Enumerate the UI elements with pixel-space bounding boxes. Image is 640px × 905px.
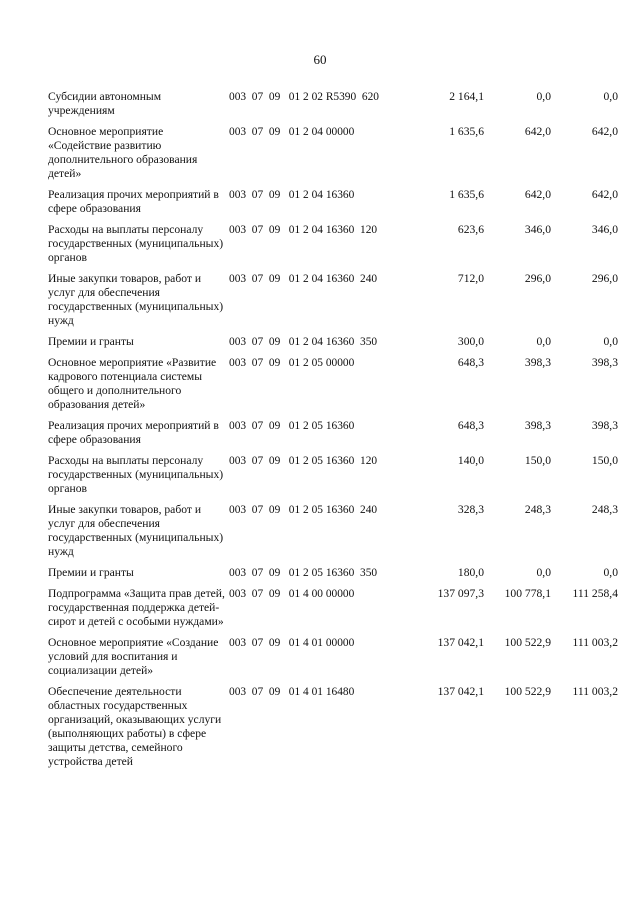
budget-code: 003 07 09 01 2 05 00000 [229, 357, 355, 369]
amount-year-2: 100 522,9 [504, 636, 551, 649]
table-row [48, 587, 618, 636]
amount-year-3: 0,0 [603, 335, 618, 348]
amount-year-3: 111 003,2 [572, 636, 618, 649]
expense-name: Основное мероприятие «Содействие развитию дополнительного образования детей» [48, 125, 198, 180]
budget-code: 003 07 09 01 4 00 00000 [229, 588, 355, 600]
budget-code: 003 07 09 01 2 04 16360 120 [229, 224, 378, 236]
budget-code: 003 07 09 01 2 05 16360 240 [229, 504, 378, 516]
amount-year-3: 111 258,4 [572, 587, 618, 600]
table-row [48, 566, 618, 587]
amount-year-2: 248,3 [524, 503, 551, 516]
table-row [48, 685, 618, 776]
table-row [48, 503, 618, 566]
table-row [48, 335, 618, 356]
budget-code: 003 07 09 01 2 05 16360 120 [229, 455, 378, 467]
amount-year-1: 137 042,1 [437, 636, 484, 649]
amount-year-1: 1 635,6 [449, 125, 484, 138]
budget-code: 003 07 09 01 2 02 R5390 620 [229, 91, 379, 103]
table-row [48, 419, 618, 454]
amount-year-1: 623,6 [457, 223, 484, 236]
amount-year-2: 642,0 [524, 188, 551, 201]
amount-year-2: 100 522,9 [504, 685, 551, 698]
amount-year-3: 398,3 [591, 419, 618, 432]
amount-year-1: 648,3 [457, 419, 484, 432]
table-row [48, 188, 618, 223]
amount-year-3: 0,0 [603, 90, 618, 103]
amount-year-3: 150,0 [591, 454, 618, 467]
page-number: 60 [313, 52, 327, 67]
expense-name: Основное мероприятие «Развитие кадрового потенциала системы общего и дополнительного образования детей» [48, 356, 217, 411]
amount-year-2: 0,0 [536, 566, 551, 579]
budget-code: 003 07 09 01 4 01 16480 [229, 686, 355, 698]
expense-name: Иные закупки товаров, работ и услуг для обеспечения государственных (муниципальных) нужд [48, 272, 224, 327]
amount-year-3: 111 003,2 [572, 685, 618, 698]
amount-year-3: 296,0 [591, 272, 618, 285]
budget-code: 003 07 09 01 2 04 16360 350 [229, 336, 378, 348]
budget-code: 003 07 09 01 2 04 00000 [229, 126, 355, 138]
budget-code: 003 07 09 01 2 04 16360 240 [229, 273, 378, 285]
amount-year-3: 248,3 [591, 503, 618, 516]
budget-table [48, 90, 618, 776]
amount-year-1: 648,3 [457, 356, 484, 369]
budget-code: 003 07 09 01 4 01 00000 [229, 637, 355, 649]
amount-year-1: 300,0 [457, 335, 484, 348]
expense-name: Обеспечение деятельности областных государственных организаций, оказывающих услуги (выполняющих работы) в сфере защиты детства, семейного устройства детей [48, 685, 222, 768]
amount-year-3: 346,0 [591, 223, 618, 236]
budget-code: 003 07 09 01 2 04 16360 [229, 189, 355, 201]
amount-year-2: 150,0 [524, 454, 551, 467]
amount-year-1: 328,3 [457, 503, 484, 516]
table-row [48, 356, 618, 419]
amount-year-2: 346,0 [524, 223, 551, 236]
expense-name: Реализация прочих мероприятий в сфере образования [48, 419, 219, 446]
expense-name: Подпрограмма «Защита прав детей, государственная поддержка детей-сирот и детей с особыми нуждами» [48, 587, 225, 628]
expense-name: Субсидии автономным учреждениям [48, 90, 162, 117]
expense-name: Основное мероприятие «Создание условий для воспитания и социализации детей» [48, 636, 219, 677]
amount-year-2: 0,0 [536, 90, 551, 103]
amount-year-1: 2 164,1 [449, 90, 484, 103]
table-row [48, 223, 618, 272]
amount-year-2: 0,0 [536, 335, 551, 348]
amount-year-2: 296,0 [524, 272, 551, 285]
table-row [48, 636, 618, 685]
amount-year-1: 137 042,1 [437, 685, 484, 698]
budget-code: 003 07 09 01 2 05 16360 350 [229, 567, 378, 579]
amount-year-1: 1 635,6 [449, 188, 484, 201]
table-row [48, 90, 618, 125]
amount-year-2: 398,3 [524, 356, 551, 369]
budget-table-body [48, 90, 618, 776]
expense-name: Премии и гранты [48, 566, 134, 579]
expense-name: Расходы на выплаты персоналу государственных (муниципальных) органов [48, 454, 224, 495]
amount-year-3: 398,3 [591, 356, 618, 369]
amount-year-3: 642,0 [591, 125, 618, 138]
expense-name: Реализация прочих мероприятий в сфере образования [48, 188, 219, 215]
amount-year-1: 712,0 [457, 272, 484, 285]
amount-year-2: 398,3 [524, 419, 551, 432]
expense-name: Расходы на выплаты персоналу государственных (муниципальных) органов [48, 223, 224, 264]
budget-code: 003 07 09 01 2 05 16360 [229, 420, 355, 432]
amount-year-1: 137 097,3 [437, 587, 484, 600]
table-row [48, 454, 618, 503]
expense-name: Иные закупки товаров, работ и услуг для обеспечения государственных (муниципальных) нужд [48, 503, 224, 558]
amount-year-2: 642,0 [524, 125, 551, 138]
amount-year-2: 100 778,1 [504, 587, 551, 600]
table-row [48, 272, 618, 335]
amount-year-3: 0,0 [603, 566, 618, 579]
amount-year-3: 642,0 [591, 188, 618, 201]
table-row [48, 125, 618, 188]
amount-year-1: 180,0 [457, 566, 484, 579]
expense-name: Премии и гранты [48, 335, 134, 348]
amount-year-1: 140,0 [457, 454, 484, 467]
